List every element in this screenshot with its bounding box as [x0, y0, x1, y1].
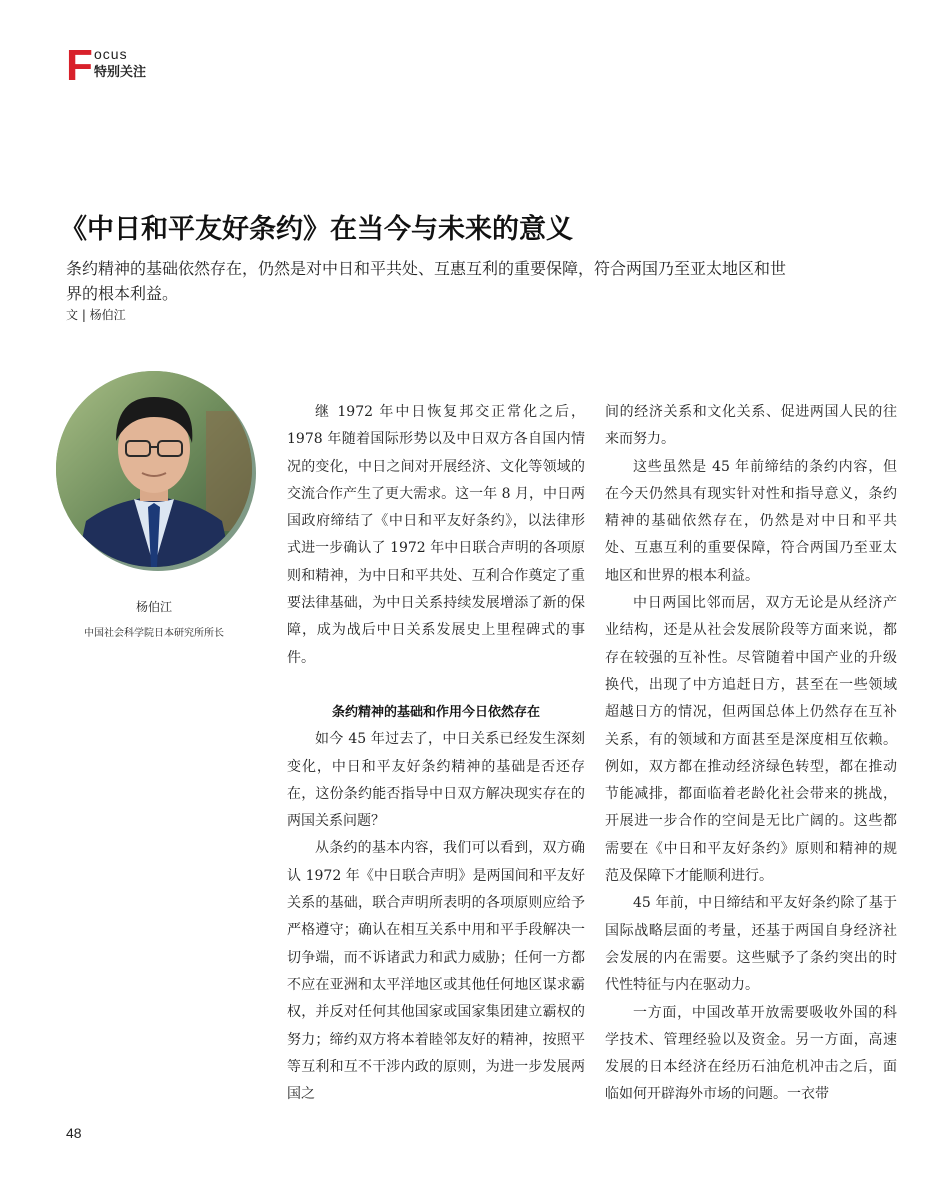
section-logo-letter: F	[66, 41, 93, 90]
photo-caption-title: 中国社会科学院日本研究所所长	[84, 628, 224, 639]
author-photo	[56, 371, 252, 567]
paragraph: 继 1972 年中日恢复邦交正常化之后，1978 年随着国际形势以及中日双方各自国内情况的变化，中日之间对开展经济、文化等领域的交流合作产生了更大需求。这一年 8 月，中日两国政府缔结了《中日和平友好条约》，以法律形式进一步确认了 1972 年中日联合声明的各项原则和精神，为中日和平共处、互利合作奠定了重要法律基础，为中日关系持续发展增添了新的保障，成为战后中日关系发展史上里程碑式的事件。	[287, 404, 585, 666]
article-title: 《中日和平友好条约》在当今与未来的意义	[60, 214, 573, 245]
section-name: 特别关注	[94, 65, 147, 80]
page-number: 48	[66, 1125, 82, 1141]
paragraph: 45 年前，中日缔结和平友好条约除了基于国际战略层面的考量，还基于两国自身经济社会发展的内在需要。这些赋予了条约突出的时代性特征与内在驱动力。	[605, 895, 897, 994]
paragraph: 如今 45 年过去了，中日关系已经发生深刻变化，中日和平友好条约精神的基础是否还存在，这份条约能否指导中日双方解决现实存在的两国关系问题？	[287, 731, 585, 830]
article-column-2	[605, 399, 897, 1109]
section-logo-word: ocus	[94, 46, 128, 62]
section-heading: 条约精神的基础和作用今日依然存在	[331, 704, 540, 720]
paragraph: 从条约的基本内容，我们可以看到，双方确认 1972 年《中日联合声明》是两国间和平友好关系的基础，联合声明所表明的各项原则应给予严格遵守；确认在相互关系中用和平手段解决一切争端，而不诉诸武力和武力威胁；任何一方都不应在亚洲和太平洋地区或其他任何地区谋求霸权，并反对任何其他国家或国家集团建立霸权的努力；缔约双方将本着睦邻友好的精神，按照平等互利和互不干涉内政的原则，为进一步发展两国之	[287, 840, 585, 1103]
article-subtitle: 条约精神的基础依然存在，仍然是对中日和平共处、互惠互利的重要保障，符合两国乃至亚太地区和世界的根本利益。	[66, 259, 787, 303]
photo-caption-name: 杨伯江	[135, 600, 172, 614]
paragraph: 一方面，中国改革开放需要吸收外国的科学技术、管理经验以及资金。另一方面，高速发展的日本经济在经历石油危机冲击之后，面临如何开辟海外市场的问题。一衣带	[605, 1004, 897, 1103]
paragraph: 中日两国比邻而居，双方无论是从经济产业结构，还是从社会发展阶段等方面来说，都存在较强的互补性。尽管随着中国产业的升级换代，出现了中方追赶日方，甚至在一些领域超越日方的情况，但两国总体上仍然存在互补关系，有的领域和方面甚至是深度相互依赖。例如，双方都在推动经济绿色转型，都在推动节能减排，都面临着老龄化社会带来的挑战，开展进一步合作的空间是无比广阔的。这些都需要在《中日和平友好条约》原则和精神的规范及保障下才能顺利进行。	[605, 595, 897, 885]
paragraph-continued: 间的经济关系和文化关系、促进两国人民的往来而努力。	[605, 404, 897, 448]
paragraph: 这些虽然是 45 年前缔结的条约内容，但在今天仍然具有现实针对性和指导意义，条约精神的基础依然存在，仍然是对中日和平共处、互惠互利的重要保障，符合两国乃至亚太地区和世界的根本利益。	[605, 458, 897, 584]
article-column-1	[287, 399, 585, 1108]
author-byline: 文 | 杨伯江	[66, 308, 126, 322]
